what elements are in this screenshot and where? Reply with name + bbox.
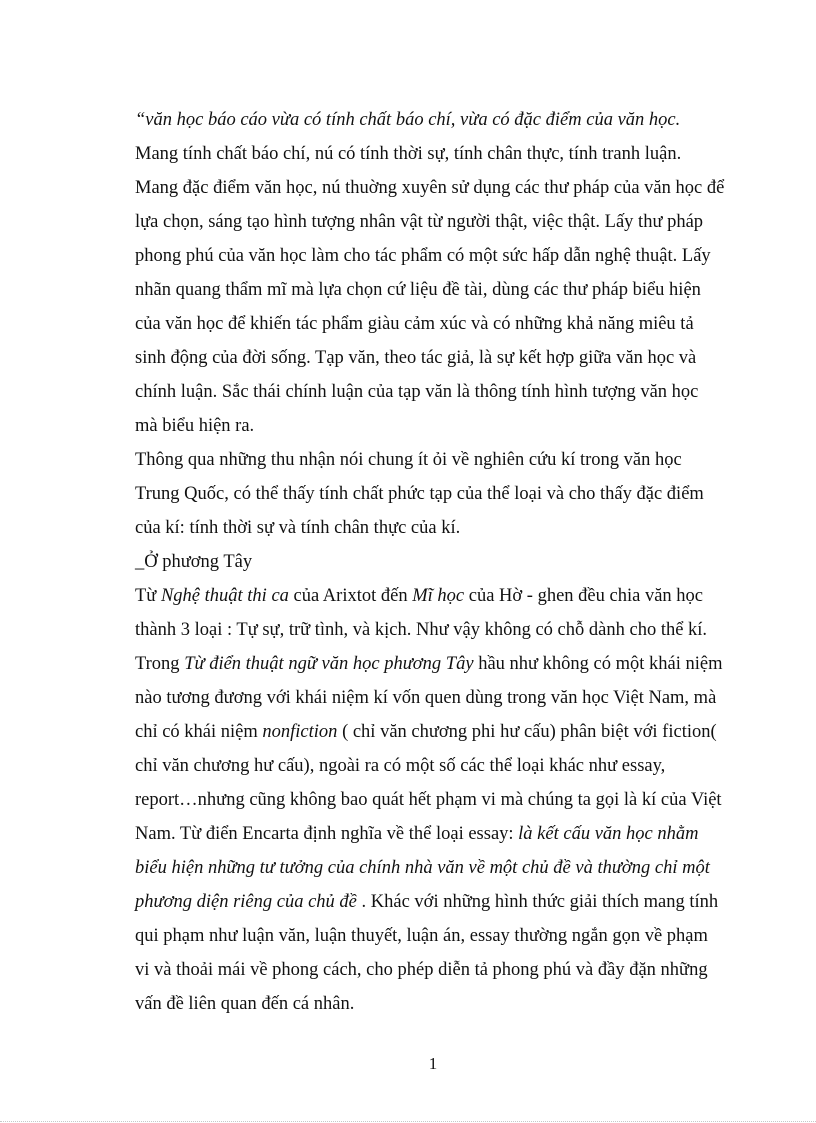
italic-title-poetics: Nghệ thuật thi ca — [160, 586, 289, 606]
paragraph-text: Thông qua những thu nhận nói chung ít ỏi về nghiên cứu kí trong văn học Trung Quốc, có thể thấy tính chất phức tạp của thể loại và cho thấy đặc điểm của kí: tính thời sự và tính chân thực của kí. — [135, 450, 704, 538]
page-body — [135, 103, 725, 1021]
paragraph-text: Từ — [135, 586, 161, 606]
page-number: 1 — [428, 1054, 438, 1073]
italic-title-dictionary: Từ điển thuật ngữ văn học phương Tây — [184, 654, 474, 674]
paragraph-western-genres — [135, 579, 725, 1021]
heading-text: _Ở phương Tây — [135, 552, 253, 572]
section-heading-west — [135, 545, 725, 579]
paragraph-text: hầu như không có một khái niệm nào tương đương với khái niệm kí vốn quen dùng trong văn học Việt Nam, mà chỉ có khái niệm — [135, 654, 723, 742]
paragraph-text: của Arixtot đến — [288, 586, 413, 606]
italic-quote-opening: “văn học báo cáo vừa có tính chất báo chí, vừa có đặc điểm của văn học. — [135, 110, 681, 130]
italic-title-aesthetics: Mĩ học — [412, 586, 465, 606]
paragraph-text: của Hờ - ghen đều chia văn học thành 3 loại : Tự sự, trữ tình, và kịch. Như vậy không có chỗ dành cho thể kí. Trong — [135, 586, 708, 674]
paragraph-literature-report — [135, 103, 725, 443]
paragraph-text: Mang tính chất báo chí, nú có tính thời sự, tính chân thực, tính tranh luận. Mang đặc điểm văn học, nú thuờng xuyên sử dụng các thư pháp của văn học để lựa chọn, sáng tạo hình tượng nhân vật từ người thật, việc thật. Lấy thư pháp phong phú của văn học làm cho tác phẩm có một sức hấp dẫn nghệ thuật. Lấy nhãn quang thẩm mĩ mà lựa chọn cứ liệu đề tài, dùng các thư pháp biểu hiện của văn học để khiến tác phẩm giàu cảm xúc và có những khả năng miêu tả sinh động của đời sống. Tạp văn, theo tác giả, là sự kết hợp giữa văn học và chính luận. Sắc thái chính luận của tạp văn là thông tính hình tượng văn học mà biểu hiện ra. — [135, 144, 725, 436]
italic-term-nonfiction: nonfiction — [262, 722, 338, 742]
paragraph-text: ( chỉ văn chương phi hư cấu) phân biệt với fiction( chỉ văn chương hư cấu), ngoài ra có một số các thể loại khác như essay, report…nhưng cũng không bao quát hết phạm vi mà chúng ta gọi là kí của Việt Nam. Từ điển Encarta định nghĩa về thể loại essay: — [135, 722, 722, 844]
paragraph-chinese-summary — [135, 443, 725, 545]
page-boundary-divider — [0, 1121, 816, 1122]
paragraph-text: . Khác với những hình thức giải thích mang tính qui phạm như luận văn, luận thuyết, luận án, essay thường ngắn gọn về phạm vi và thoải mái về phong cách, cho phép diễn tả phong phú và đầy đặn những vấn đề liên quan đến cá nhân. — [135, 892, 719, 1014]
italic-essay-definition: là kết cấu văn học nhằm biểu hiện những tư tưởng của chính nhà văn về một chủ đề và thường chỉ một phương diện riêng của chủ đề — [135, 824, 710, 912]
